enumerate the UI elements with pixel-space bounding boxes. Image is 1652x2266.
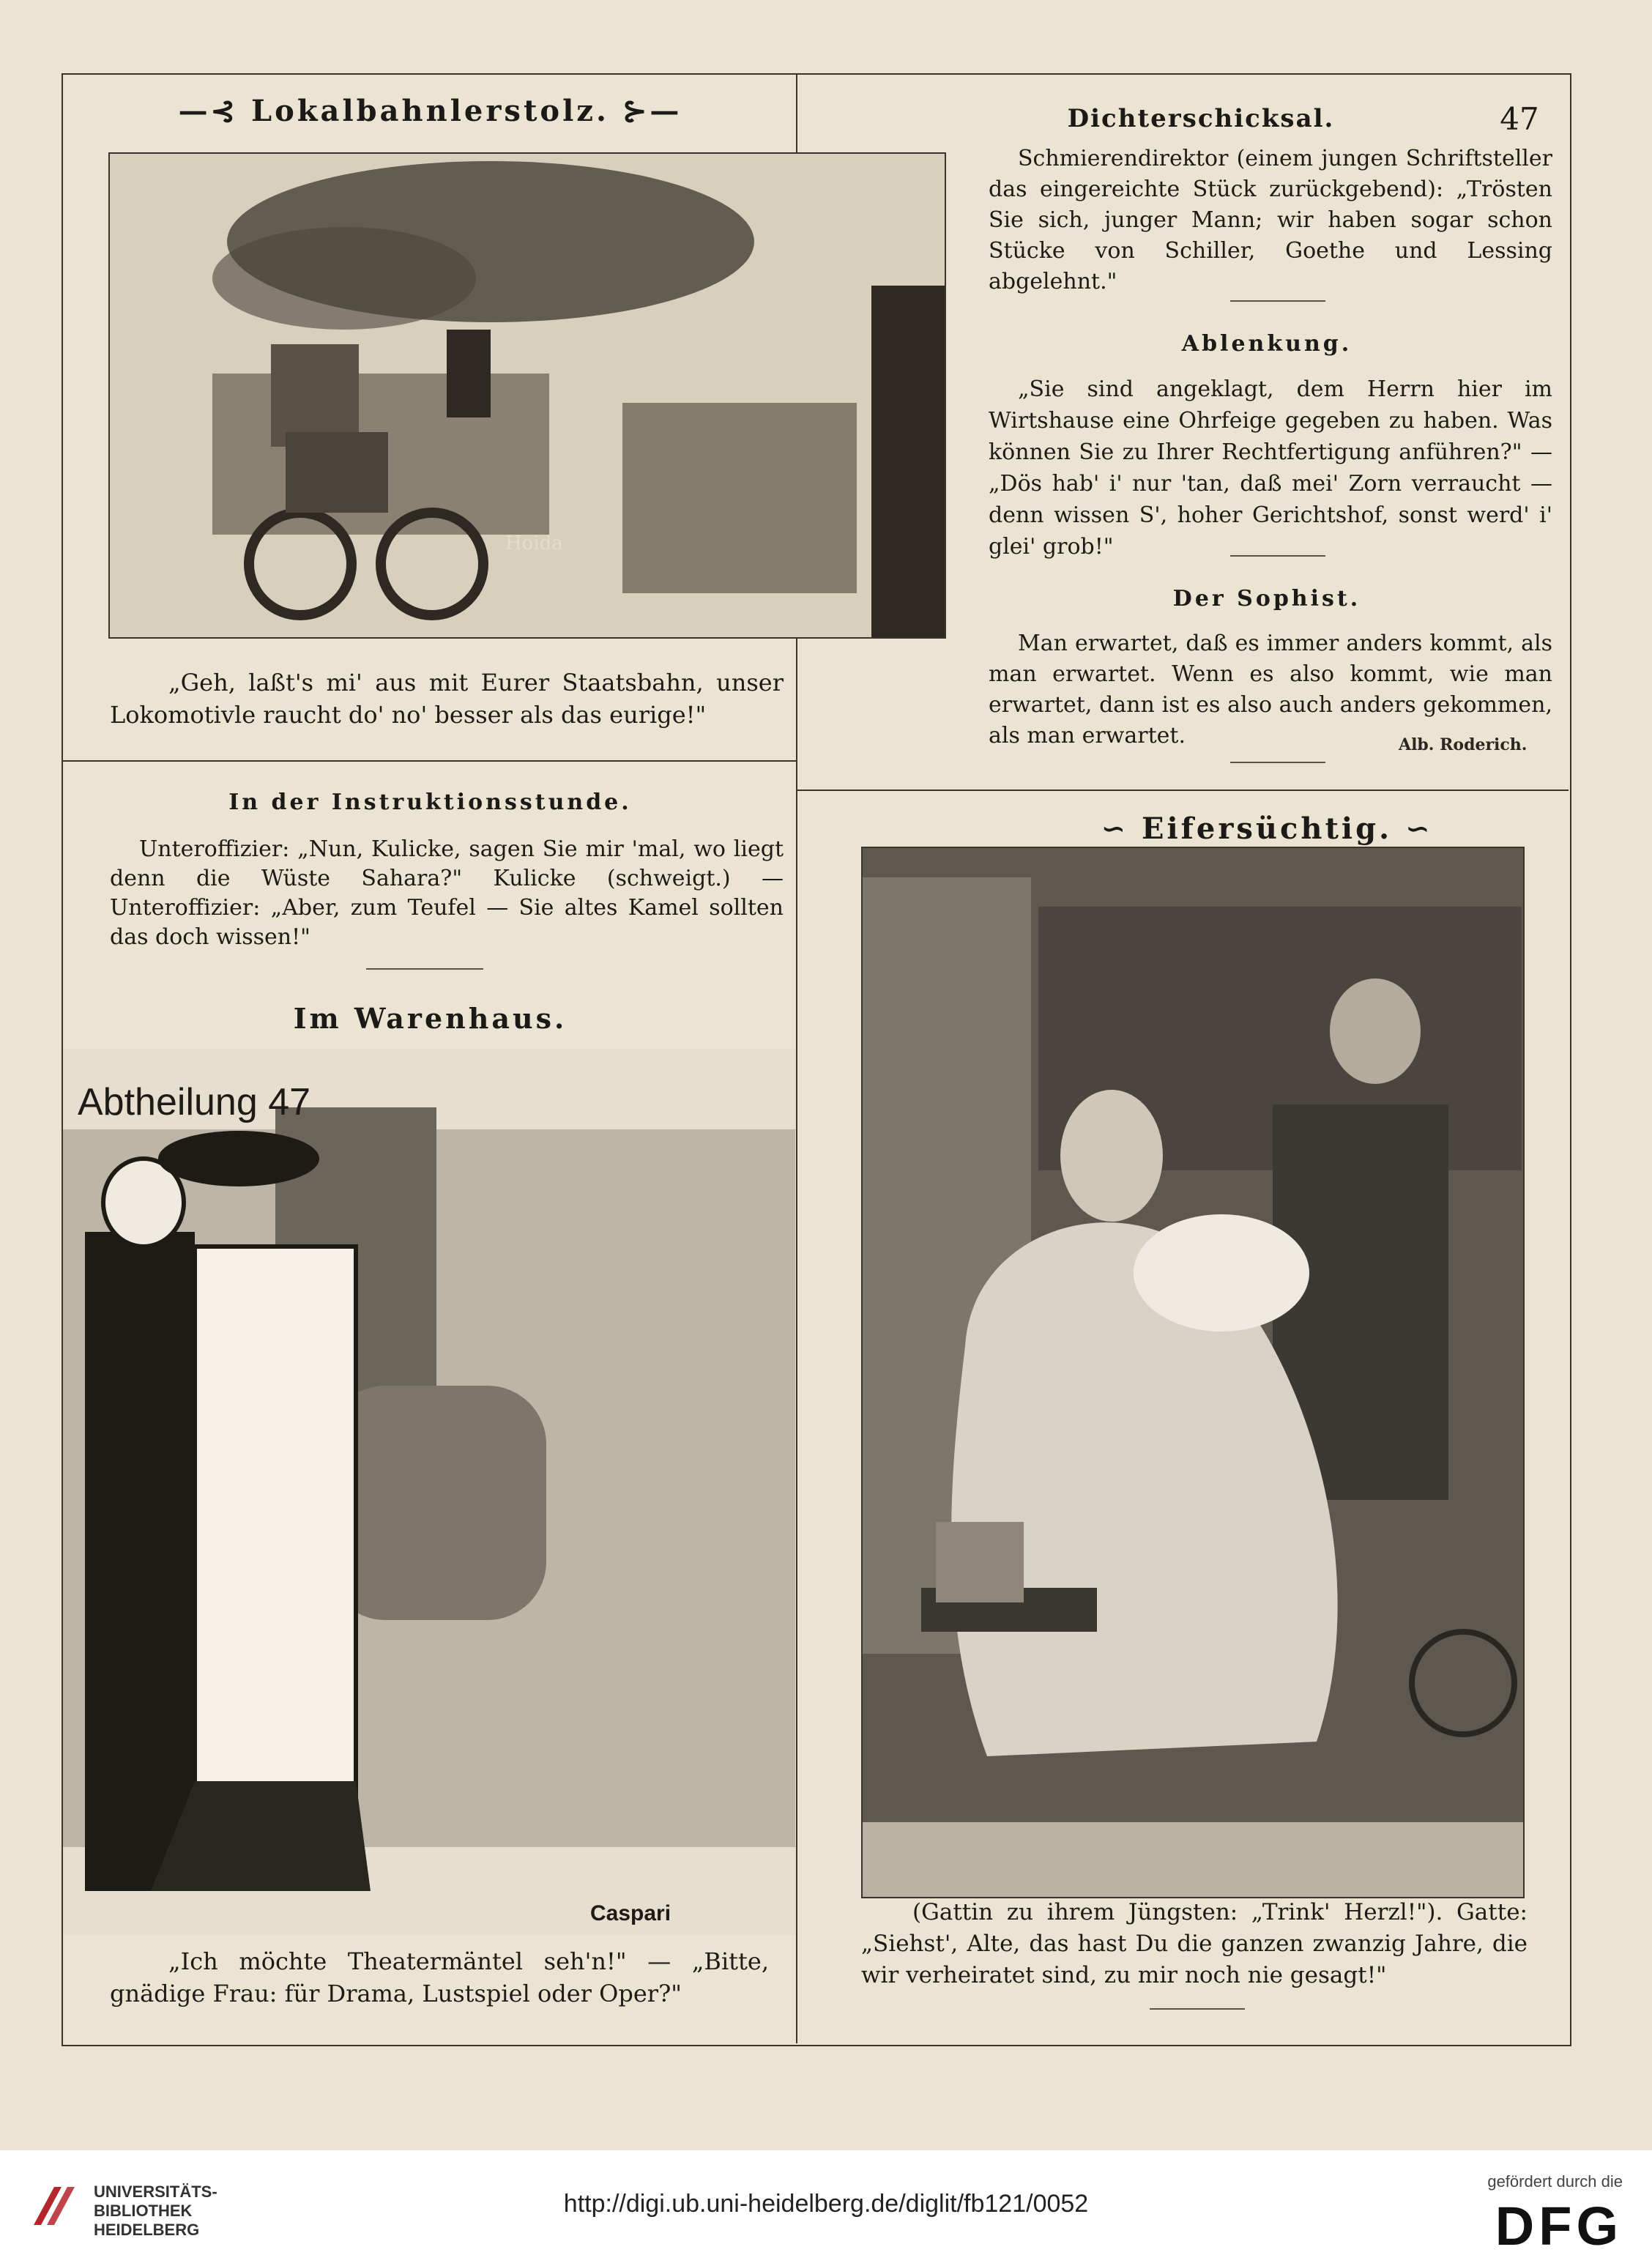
dfg-logo: DFG [1495, 2196, 1623, 2256]
section-title-instruktionsstunde: In der Instruktionsstunde. [228, 790, 632, 815]
body-ablenkung: „Sie sind angeklagt, dem Herrn hier im Wirtshause eine Ohrfeige gegeben zu haben. Was können Sie zu Ihrer Rechtfertigung anführen?" — „Dös hab' i' nur 'tan, daß mei' Zorn verraucht — denn wissen S', hoher Gerichtshof, sonst werd' i' glei' grob!" [989, 376, 1552, 560]
svg-text:Caspari: Caspari [590, 1901, 671, 1925]
body-sophist: Man erwartet, daß es immer anders kommt, als man erwartet. Wenn es also kommt, wie man erwartet, dann ist es also auch anders gekommen, als man erwartet. [989, 631, 1552, 748]
author-credit: Alb. Roderich. [1399, 735, 1528, 754]
illustration-eifersuechtig [861, 847, 1525, 1898]
section-title-warenhaus: Im Warenhaus. [293, 1002, 568, 1035]
caption-eifersuechtig: (Gattin zu ihrem Jüngsten: „Trink' Herzl!"). Gatte: „Siehst', Alte, das hast Du die ganzen zwanzig Jahre, die wir verheiratet sind, zu mir noch nie gesagt!" [861, 1899, 1528, 1988]
source-url-link[interactable]: http://digi.ub.uni-heidelberg.de/diglit/fb121/0052 [563, 2190, 1089, 2218]
short-rule [1230, 762, 1325, 763]
library-name: UNIVERSITÄTS- BIBLIOTHEK HEIDELBERG [94, 2183, 217, 2239]
section-title-dichterschicksal: Dichterschicksal. [1067, 104, 1335, 133]
illustration-warenhaus [63, 1049, 795, 1935]
short-rule [1150, 2008, 1245, 2010]
caption-warenhaus: „Ich möchte Theatermäntel seh'n!" — „Bitte, gnädige Frau: für Drama, Lustspiel oder Oper?" [110, 1947, 769, 2007]
short-rule [1230, 555, 1325, 557]
left-section-divider [62, 760, 796, 762]
section-title-sophist: Der Sophist. [1172, 586, 1361, 612]
section-title-lokalbahnlerstolz: —⊰ Lokalbahnlerstolz. ⊱— [178, 94, 682, 128]
section-title-eifersuechtig: ∽ Eifersüchtig. ∽ [1101, 811, 1433, 846]
body-dichterschicksal: Schmierendirektor (einem jungen Schriftsteller das eingereichte Stück zurückgebend): „Trösten Sie sich, junger Mann; wir haben sogar schon Stücke von Schiller, Goethe und Lessing abgelehnt." [989, 146, 1552, 294]
short-rule [1230, 300, 1325, 302]
short-rule [366, 968, 483, 970]
section-title-ablenkung: Ablenkung. [1181, 331, 1353, 357]
svg-text:Hoida: Hoida [505, 532, 563, 554]
svg-text:Abtheilung 47: Abtheilung 47 [78, 1081, 311, 1123]
caption-lokalbahnlerstolz: „Geh, laßt's mi' aus mit Eurer Staatsbahn, unser Lokomotivle raucht do' no' besser als das eurige!" [110, 669, 784, 729]
illustration-locomotive [108, 152, 946, 639]
page-number: 47 [1500, 101, 1539, 137]
funding-text: gefördert durch die [1487, 2172, 1623, 2191]
body-instruktionsstunde: Unteroffizier: „Nun, Kulicke, sagen Sie mir 'mal, wo liegt denn die Wüste Sahara?" Kulicke (schweigt.) — Unteroffizier: „Aber, zum Teufel — Sie altes Kamel sollten das doch wissen!" [110, 836, 784, 950]
right-section-divider [796, 790, 1569, 791]
